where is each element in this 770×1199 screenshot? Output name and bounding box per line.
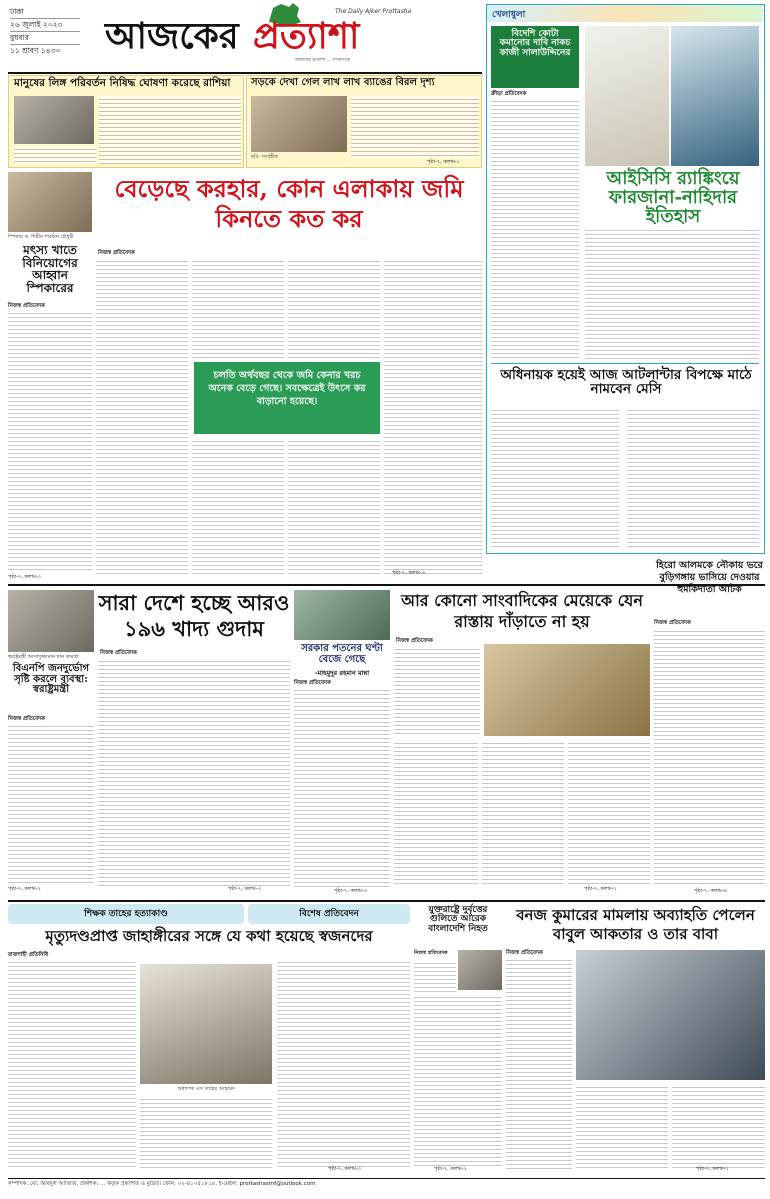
journalist-headline: আর কোনো সাংবাদিকের মেয়েকে যেন রাস্তায় দাঁড়াতে না হয় xyxy=(401,591,643,631)
kazi-headline: বিদেশি কোটা কমানোর দাবি নাকচ কাজী সালাউদ্দিনের xyxy=(499,29,571,58)
babul-photo xyxy=(576,950,765,1080)
heroalom-byline: নিজস্ব প্রতিবেদক xyxy=(654,620,691,626)
special-bar xyxy=(248,904,410,924)
teacher-col-3 xyxy=(278,959,410,1169)
babul-col-2 xyxy=(576,1084,668,1169)
bnp-headline: বিএনপি জনদুর্ভোগ সৃষ্টি করলে ব্যবস্থা: স্বরাষ্ট্রমন্ত্রী xyxy=(12,663,90,695)
fall-sub: -মাহমুদুর রহমান মান্না xyxy=(314,669,370,677)
usa-headline: যুক্তরাষ্ট্রে দুর্বৃত্তের গুলিতে আরেক বাংলাদেশি নিহত xyxy=(428,905,488,934)
lead-col-2 xyxy=(192,258,284,358)
speaker-caption: স্পিকার ড. শিরীন শারমিন চৌধুরী xyxy=(8,234,74,240)
godown-headline: সারা দেশে হচ্ছে আরও ১৯৬ খাদ্য গুদাম xyxy=(98,590,290,641)
teacher-headline: মৃত্যুদণ্ডপ্রাপ্ত জাহাঙ্গীরের সঙ্গে যে কথা হয়েছে স্বজনদের xyxy=(45,927,373,945)
sports-divider xyxy=(491,363,759,364)
frogs-jump: পৃষ্ঠা-৭, কলাম-১ xyxy=(427,159,460,165)
russia-body-2 xyxy=(14,146,96,164)
journalist-byline: নিজস্ব প্রতিবেদক xyxy=(396,638,433,644)
logo-part-red: প্রত্যাশা xyxy=(253,15,360,57)
teacher-jump: পৃষ্ঠা-৭, কলাম-৩ xyxy=(328,1166,361,1172)
rule-footer xyxy=(8,1178,765,1179)
godown-body xyxy=(98,658,290,886)
babul-byline: নিজস্ব প্রতিবেদক xyxy=(506,950,543,956)
minister-caption: স্বরাষ্ট্রমন্ত্রী আসাদুজ্জামান খান কামাল xyxy=(8,654,79,660)
story-russia xyxy=(8,75,244,168)
bnp-body xyxy=(8,723,94,883)
lead-pullquote: চলতি অর্থবছর থেকে জমি কেনার খরচ অনেক বেড়ে গেছে। সবক্ষেত্রেই উৎসে কর বাড়ানো হয়েছে। xyxy=(208,370,366,407)
putin-photo xyxy=(14,96,94,144)
city-label: ঢাকা xyxy=(10,6,80,19)
lead-pullquote-box xyxy=(194,362,380,434)
bangla-date: ১১ শ্রাবণ ১৪৩০ xyxy=(10,46,61,55)
sports-banner xyxy=(487,5,763,22)
lead-headline: বেড়েছে করহার, কোন এলাকায় জমি কিনতে কত কর xyxy=(114,174,464,233)
frogs-body xyxy=(351,96,479,158)
frogs-headline: সড়কে দেখা গেল লাখ লাখ ব্যাঙের বিরল দৃশ্য xyxy=(251,77,435,88)
godown-jump: পৃষ্ঠা-৭, কলাম-৩ xyxy=(228,886,261,892)
lead-col-3 xyxy=(288,258,380,358)
journalist-jump: পৃষ্ঠা-৭, কলাম-১ xyxy=(584,886,617,892)
lead-col-3b xyxy=(288,438,380,576)
usa-byline: নিজস্ব প্রতিবেদক xyxy=(414,950,448,956)
babul-jump: পৃষ্ঠা-৭, কলাম-১ xyxy=(696,1166,729,1172)
usa-body-1 xyxy=(414,960,456,992)
frogs-photo xyxy=(251,96,347,152)
rule-top xyxy=(8,72,482,74)
messi-body-1 xyxy=(491,407,619,549)
bnp-jump: পৃষ্ঠা-৭, কলাম-২ xyxy=(8,886,41,892)
masthead xyxy=(0,0,482,72)
story-journalist xyxy=(394,588,650,896)
messi-body-2 xyxy=(627,407,759,549)
russia-body xyxy=(99,96,241,164)
logo-tagline: আমাদের প্রত্যাশা ... সংবাদপত্র xyxy=(295,58,351,63)
rule-lower xyxy=(8,900,765,902)
journalist-col-c xyxy=(568,740,650,886)
fall-body xyxy=(294,687,390,887)
lead-col-2b xyxy=(192,438,284,576)
babul-headline: বনজ কুমারের মামলায় অব্যাহতি পেলেন বাবুল আকতার ও তার বাবা xyxy=(516,906,755,943)
story-lead xyxy=(96,170,482,580)
teacher-kicker-bar xyxy=(8,904,244,924)
messi-headline: অধিনায়ক হয়েই আজ আটলান্টার বিপক্ষে মাঠে নামবেন মেসি xyxy=(500,367,752,398)
special-label: বিশেষ প্রতিবেদন xyxy=(299,909,359,919)
ranking-headline: আইসিসি র‍্যাঙ্কিংয়ে ফারজানা-নাহিদার ইতিহাস xyxy=(606,168,740,227)
story-fall xyxy=(294,588,390,896)
heroalom-body xyxy=(654,628,765,886)
lead-byline: নিজস্ব প্রতিবেদক xyxy=(98,250,135,256)
story-bnp xyxy=(8,588,94,896)
kazi-body xyxy=(491,98,579,358)
lead-jump: পৃষ্ঠা-৭, কলাম-৩ xyxy=(392,570,425,576)
player-photo-1 xyxy=(585,26,669,166)
masthead-logo xyxy=(105,2,465,64)
speaker-photo xyxy=(8,172,92,232)
logo-part-black: আজকের xyxy=(105,15,239,57)
frogs-caption: ছবি: সংগৃহীত xyxy=(251,154,279,160)
story-godown xyxy=(98,588,290,896)
fall-photo xyxy=(294,590,390,640)
godown-byline: নিজস্ব প্রতিবেদক xyxy=(100,650,137,656)
fall-headline: সরকার পতনের ঘণ্টা বেজে গেছে xyxy=(301,643,383,665)
journalist-col-b xyxy=(482,740,564,886)
english-name: The Daily Ajker Prottasha xyxy=(335,8,412,15)
player-photo-2 xyxy=(671,26,759,166)
story-teacher xyxy=(8,904,410,1174)
story-babul xyxy=(506,904,765,1174)
story-heroalom xyxy=(654,558,765,896)
weekday: বুধবার xyxy=(10,32,80,45)
english-date: ২৬ জুলাই ২০২৩ xyxy=(10,19,80,32)
babul-col-1 xyxy=(506,957,572,1169)
teacher-col-2b xyxy=(140,1096,272,1170)
speaker-byline: নিজস্ব প্রতিবেদক xyxy=(8,303,45,309)
lead-col-1 xyxy=(96,258,188,576)
masthead-dateline xyxy=(10,6,80,57)
sports-section-label: খেলাধুলা xyxy=(492,10,526,20)
bnp-byline: নিজস্ব প্রতিবেদক xyxy=(8,716,45,722)
teacher-byline: রাজশাহী প্রতিনিধি xyxy=(8,952,49,958)
heroalom-headline: হিরো আলমকে নৌকায় ভরে বুড়িগঙ্গায় ভাসিয়ে দেওয়ার হুমকিদাতা আটক xyxy=(656,560,763,595)
fall-byline: নিজস্ব প্রতিবেদক xyxy=(294,680,331,686)
sports-reporter: ক্রীড়া প্রতিবেদক xyxy=(491,91,527,97)
speaker-headline: মৎস্য খাতে বিনিয়োগের আহ্বান স্পিকারের xyxy=(22,243,78,295)
usa-victim-photo xyxy=(458,950,502,990)
teacher-col-1 xyxy=(8,959,136,1169)
fall-jump: পৃষ্ঠা-৭, কলাম-৩ xyxy=(334,888,367,894)
rule-mid xyxy=(8,584,765,586)
journalist-photo xyxy=(484,644,650,736)
footer-imprint: সম্পাদক: মো. আবদুল আজিজ, প্রকাশক: ... কর্তৃক প্রকাশিত ও মুদ্রিত। ফোন: ০২-৪১০৫১৮১৮, ই-মেইল: prottashasmf@outlook.com xyxy=(8,1181,316,1187)
minister-photo xyxy=(8,590,94,652)
teacher-kicker: শিক্ষক তাহের হত্যাকাণ্ড xyxy=(84,909,168,919)
teacher-caption: অধ্যাপক এস তাহের আহমেদ xyxy=(177,1086,235,1092)
lead-col-4 xyxy=(384,258,482,576)
russia-headline: মানুষের লিঙ্গ পরিবর্তন নিষিদ্ধ ঘোষণা করেছে রাশিয়া xyxy=(14,77,231,89)
babul-col-3 xyxy=(672,1084,765,1169)
story-frogs xyxy=(246,75,482,168)
speaker-jump: পৃষ্ঠা-৭, কলাম-৩ xyxy=(8,574,41,580)
sports-panel xyxy=(486,4,765,554)
story-speaker xyxy=(8,170,92,580)
usa-body xyxy=(414,994,502,1166)
speaker-body xyxy=(8,310,92,572)
story-usa xyxy=(414,904,502,1174)
journalist-col-a xyxy=(394,740,478,886)
journalist-col-1 xyxy=(394,646,480,736)
teacher-photo xyxy=(140,964,272,1084)
ranking-body xyxy=(585,227,759,359)
usa-jump: পৃষ্ঠা-৭, কলাম-২ xyxy=(434,1166,467,1172)
heroalom-jump: পৃষ্ঠা-৭, কলাম-৪ xyxy=(694,888,727,894)
